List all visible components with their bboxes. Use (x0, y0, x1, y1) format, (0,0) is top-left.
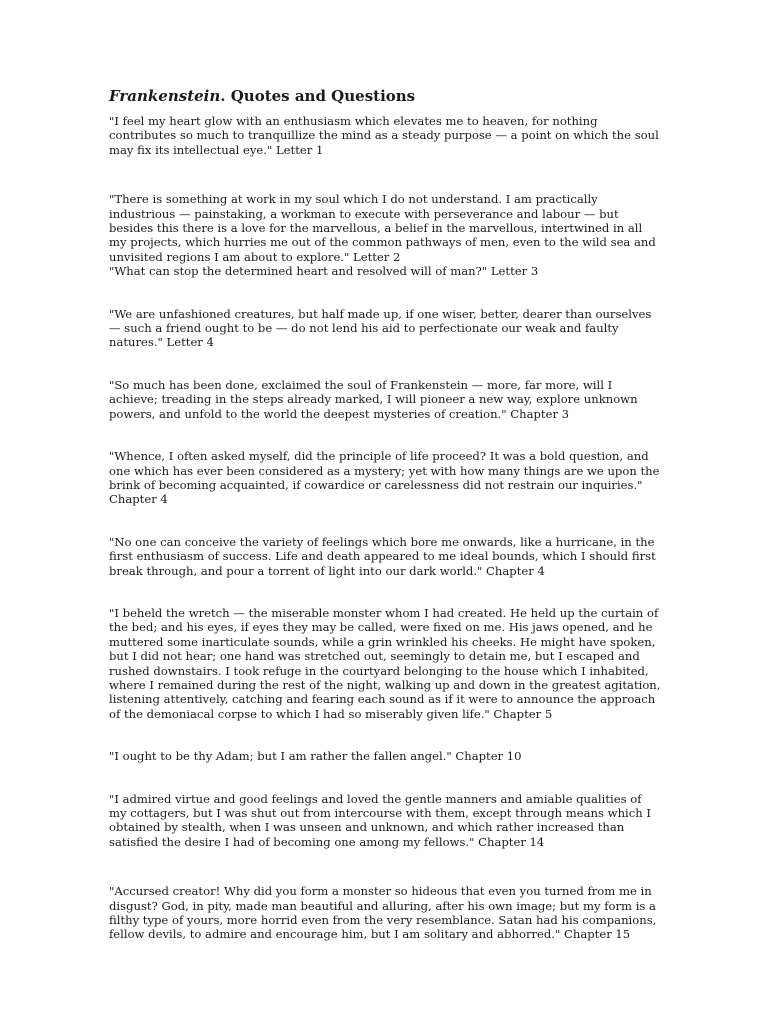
document-page (109, 86, 661, 942)
quote-chapter-3: "So much has been done, exclaimed the soul of Frankenstein — more, far more, will I achieve; treading in the steps already marked, I will pioneer a new way, explore unknown powers, and unfold to the world the deepest mysteries of creation." Chapter 3 (109, 377, 638, 421)
quote-letter-2: "There is something at work in my soul which I do not understand. I am practically industrious — painstaking, a workman to execute with perseverance and labour — but besides this there is a love for the marvellous, a belief in the marvellous, intertwined in all my projects, which hurries me out of the common pathways of men, even to the wild sea and unvisited regions I am about to explore." Letter 2 (109, 192, 656, 264)
quote-letter-1: "I feel my heart glow with an enthusiasm which elevates me to heaven, for nothing contributes so much to tranquillize the mind as a steady purpose — a point on which the soul may fix its intellectual eye." Letter 1 (109, 114, 659, 157)
quote-chapter-5: "I beheld the wretch — the miserable monster whom I had created. He held up the curtain of the bed; and his eyes, if eyes they may be called, were fixed on me. His jaws opened, and he muttered some inarticulate sounds, while a grin wrinkled his cheeks. He might have spoken, but I did not hear; one hand was stretched out, seemingly to detain me, but I escaped and rushed downstairs. I took refuge in the courtyard belonging to the house which I inhabited, where I remained during the rest of the night, walking up and down in the greatest agitation, listening attentively, catching and fearing each sound as if it were to announce the approach of the demoniacal corpse to which I had so miserably given life." Chapter 5 (109, 605, 661, 721)
quote-chapter-10: "I ought to be thy Adam; but I am rather the fallen angel." Chapter 10 (109, 749, 522, 764)
page-title (109, 86, 661, 106)
quote-chapter-15: "Accursed creator! Why did you form a monster so hideous that even you turned from me in disgust? God, in pity, made man beautiful and alluring, after his own image; but my form is a filthy type of yours, more horrid even from the very resemblance. Satan had his companions, fellow devils, to admire and encourage him, but I am solitary and abhorred." Chapter 15 (109, 884, 657, 942)
quote-letter-3: "What can stop the determined heart and resolved will of man?" Letter 3 (109, 264, 539, 279)
quote-chapter-14: "I admired virtue and good feelings and loved the gentle manners and amiable qualities of my cottagers, but I was shut out from intercourse with them, except through means which I obtained by stealth, when I was unseen and unknown, and which rather increased than satisfied the desire I had of becoming one among my fellows." Chapter 14 (109, 791, 651, 849)
quote-chapter-4-b: "No one can conceive the variety of feelings which bore me onwards, like a hurricane, in the first enthusiasm of success. Life and death appeared to me ideal bounds, which I should first break through, and pour a torrent of light into our dark world." Chapter 4 (109, 534, 656, 578)
title-rest: . Quotes and Questions (220, 87, 416, 105)
quote-chapter-4-a: "Whence, I often asked myself, did the principle of life proceed? It was a bold question, and one which has ever been considered as a mystery; yet with how many things are we upon the brink of becoming acquainted, if cowardice or carelessness did not restrain our inquiries." Chapter 4 (109, 449, 660, 507)
book-title: Frankenstein (109, 87, 221, 105)
quote-letter-4: "We are unfashioned creatures, but half made up, if one wiser, better, dearer than ourselves — such a friend ought to be — do not lend his aid to perfectionate our weak and faulty natures." Letter 4 (109, 306, 652, 350)
